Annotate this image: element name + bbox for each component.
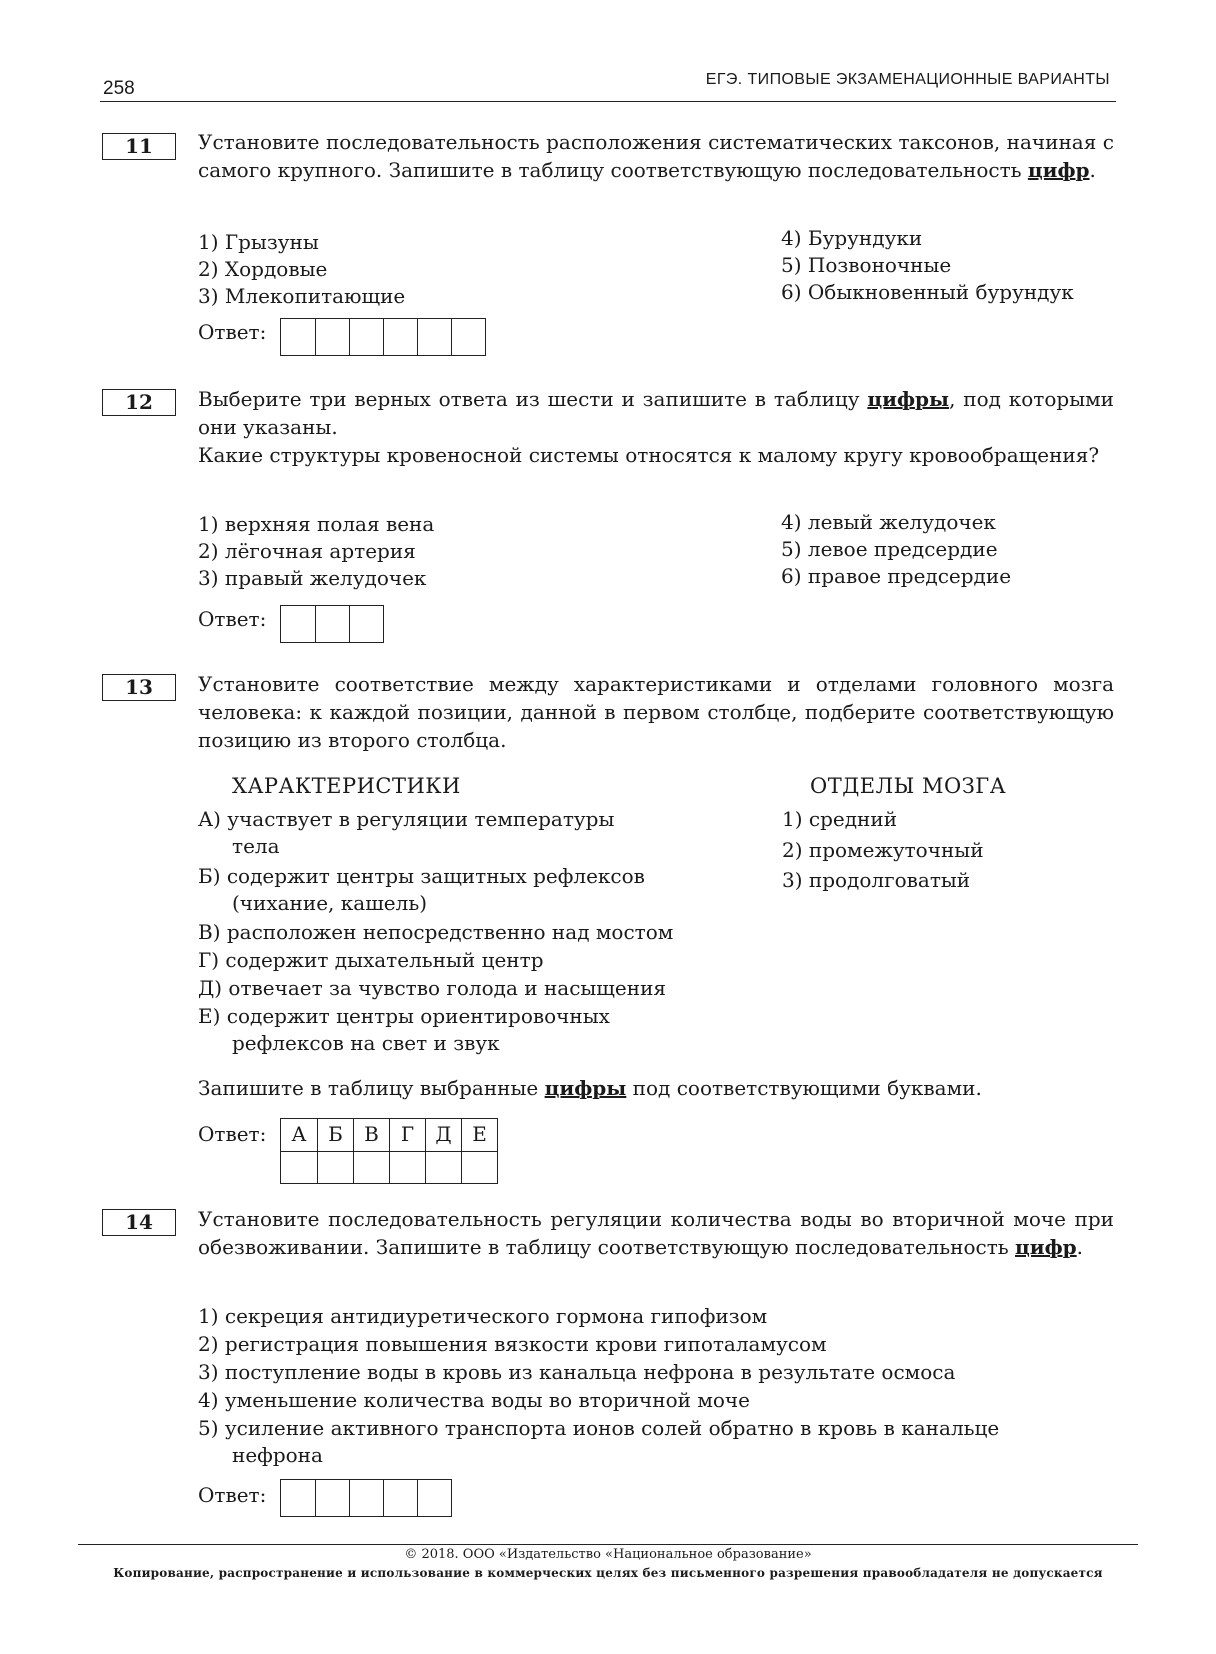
characteristic-e: Е) содержит центры ориентировочных [198,1004,610,1028]
q12-option-6: 6) правое предсердие [781,564,1012,588]
page-number: 258 [103,78,135,99]
q14-answer-boxes[interactable] [280,1479,452,1517]
q12-answer-boxes[interactable] [280,605,384,643]
answer-cell[interactable] [383,1480,417,1516]
characteristic-e-cont: рефлексов на свет и звук [232,1031,500,1055]
q11-answer-boxes[interactable] [280,318,486,356]
q12-option-2: 2) лёгочная артерия [198,539,416,563]
running-header: ЕГЭ. ТИПОВЫЕ ЭКЗАМЕНАЦИОННЫЕ ВАРИАНТЫ [705,71,1110,88]
q12-answer-label: Ответ: [198,607,267,631]
answer-cell[interactable] [349,606,383,642]
q11-option-6: 6) Обыкновенный бурундук [781,280,1074,304]
answer-cell[interactable] [461,1151,497,1183]
q14-option-5: 5) усиление активного транспорта ионов солей обратно в кровь в канальце [198,1416,1000,1440]
q14-option-2: 2) регистрация повышения вязкости крови гипоталамусом [198,1332,827,1356]
characteristic-a: А) участвует в регуляции температуры [198,807,615,831]
answer-cell[interactable] [281,319,315,355]
question-number-12: 12 [102,389,176,416]
answer-cell[interactable] [425,1151,461,1183]
header-divider [100,101,1116,102]
footer-notice: Копирование, распространение и использование в коммерческих целях без письменного разрешения правообладателя не допускается [113,1566,1103,1580]
q12-option-3: 3) правый желудочек [198,566,427,590]
answer-cell[interactable] [349,1480,383,1516]
characteristic-g: Г) содержит дыхательный центр [198,948,544,972]
characteristic-b: Б) содержит центры защитных рефлексов [198,864,645,888]
characteristic-d: Д) отвечает за чувство голода и насыщения [198,976,667,1000]
footer-divider [78,1544,1138,1545]
answer-cell[interactable] [315,1480,349,1516]
answer-cell[interactable] [281,606,315,642]
q14-option-4: 4) уменьшение количества воды во вторичной моче [198,1388,750,1412]
q14-option-5-cont: нефрона [232,1443,323,1467]
question-14-text: Установите последовательность регуляции количества воды во вторичной моче при обезвоживании. Запишите в таблицу соответствующую последовательность цифр. [198,1207,1114,1259]
answer-cell[interactable] [315,319,349,355]
q11-option-4: 4) Бурундуки [781,226,923,250]
q12-option-1: 1) верхняя полая вена [198,512,435,536]
question-13-text: Установите соответствие между характеристиками и отделами головного мозга человека: к каждой позиции, данной в первом столбце, подберите соответствующую позицию из второго столбца. [198,672,1114,752]
answer-cell[interactable] [315,606,349,642]
question-12-prompt: Какие структуры кровеносной системы относятся к малому кругу кровообращения? [198,443,1100,467]
letter-v: В [353,1119,389,1151]
q14-answer-label: Ответ: [198,1483,267,1507]
q13-answer-label: Ответ: [198,1122,267,1146]
department-1: 1) средний [782,807,898,831]
letter-g: Г [389,1119,425,1151]
answer-cell[interactable] [353,1151,389,1183]
footer-copyright: © 2018. ООО «Издательство «Национальное образование» [404,1547,812,1562]
question-number-14: 14 [102,1209,176,1236]
letter-b: Б [317,1119,353,1151]
letter-d: Д [425,1119,461,1151]
answer-cell[interactable] [417,1480,451,1516]
characteristic-b-cont: (чихание, кашель) [232,891,428,915]
department-3: 3) продолговатый [782,868,971,892]
q13-answer-table[interactable] [280,1118,498,1184]
question-12-text: Выберите три верных ответа из шести и запишите в таблицу цифры, под которыми они указаны. [198,387,1114,439]
answer-cell[interactable] [417,319,451,355]
characteristic-v: В) расположен непосредственно над мостом [198,920,674,944]
department-2: 2) промежуточный [782,838,984,862]
answer-cell[interactable] [451,319,485,355]
answer-cell[interactable] [281,1151,317,1183]
question-number-13: 13 [102,674,176,701]
letter-e: Е [461,1119,497,1151]
answer-cell[interactable] [349,319,383,355]
q12-option-5: 5) левое предсердие [781,537,998,561]
q12-option-4: 4) левый желудочек [781,510,996,534]
characteristics-heading: ХАРАКТЕРИСТИКИ [232,774,461,798]
characteristic-a-cont: тела [232,834,280,858]
question-number-11: 11 [102,133,176,160]
q11-option-5: 5) Позвоночные [781,253,952,277]
q11-option-1: 1) Грызуны [198,230,319,254]
q13-instruction: Запишите в таблицу выбранные цифры под соответствующими буквами. [198,1076,982,1100]
departments-heading: ОТДЕЛЫ МОЗГА [810,774,1007,798]
answer-cell[interactable] [317,1151,353,1183]
q11-answer-label: Ответ: [198,320,267,344]
q14-option-1: 1) секреция антидиуретического гормона гипофизом [198,1304,768,1328]
answer-cell[interactable] [281,1480,315,1516]
answer-cell[interactable] [383,319,417,355]
q11-option-2: 2) Хордовые [198,257,328,281]
q14-option-3: 3) поступление воды в кровь из канальца нефрона в результате осмоса [198,1360,956,1384]
question-11-text: Установите последовательность расположения систематических таксонов, начиная с самого крупного. Запишите в таблицу соответствующую последовательность цифр. [198,130,1114,182]
letter-a: А [291,1122,307,1146]
q11-option-3: 3) Млекопитающие [198,284,406,308]
answer-cell[interactable] [389,1151,425,1183]
